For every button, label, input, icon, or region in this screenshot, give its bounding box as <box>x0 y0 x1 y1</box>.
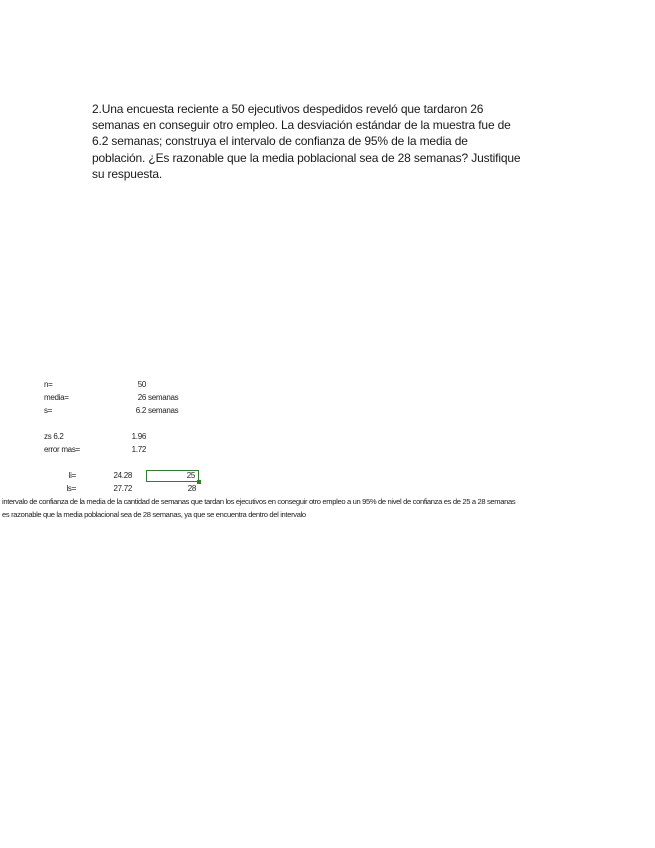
fill-handle[interactable] <box>197 480 201 484</box>
z-value: 1.96 <box>131 432 146 441</box>
ls-value: 27.72 <box>113 484 132 493</box>
conclusion-line-2: es razonable que la media poblacional sea de 28 semanas, ya que se encuentra dentro del intervalo <box>2 510 306 519</box>
media-value: 26 <box>137 393 146 402</box>
error-label: error mas= <box>44 445 80 454</box>
li-label: li= <box>68 471 76 480</box>
s-unit: semanas <box>148 406 179 415</box>
s-label: s= <box>44 406 53 415</box>
s-value: 6.2 <box>135 406 146 415</box>
ls-rounded-value: 28 <box>187 484 196 493</box>
n-value: 50 <box>137 380 146 389</box>
problem-line-5: su respuesta. <box>92 166 163 181</box>
n-label: n= <box>44 380 53 389</box>
ls-label: ls= <box>66 484 76 493</box>
spreadsheet-area <box>0 376 655 526</box>
problem-line-1: 2.Una encuesta reciente a 50 ejecutivos despedidos reveló que tardaron 26 <box>92 102 484 116</box>
media-unit: semanas <box>148 393 179 402</box>
conclusion-line-1: intervalo de confianza de la media de la cantidad de semanas que tardan los ejecutivos en conseguir otro empleo a un 95% de nivel de confianza es de 25 a 28 semanas <box>2 497 516 506</box>
media-label: media= <box>44 393 69 402</box>
z-label: zs 6.2 <box>44 432 64 441</box>
li-value: 24.28 <box>113 471 132 480</box>
problem-line-4: población. ¿Es razonable que la media poblacional sea de 28 semanas? Justifique <box>92 150 521 165</box>
problem-statement <box>92 101 572 182</box>
problem-line-3: 6.2 semanas; construya el intervalo de confianza de 95% de la media de <box>92 134 468 149</box>
li-rounded-value: 25 <box>186 471 195 480</box>
problem-line-2: semanas en conseguir otro empleo. La desviación estándar de la muestra fue de <box>92 118 511 133</box>
error-value: 1.72 <box>131 445 146 454</box>
selected-cell[interactable] <box>146 470 199 482</box>
